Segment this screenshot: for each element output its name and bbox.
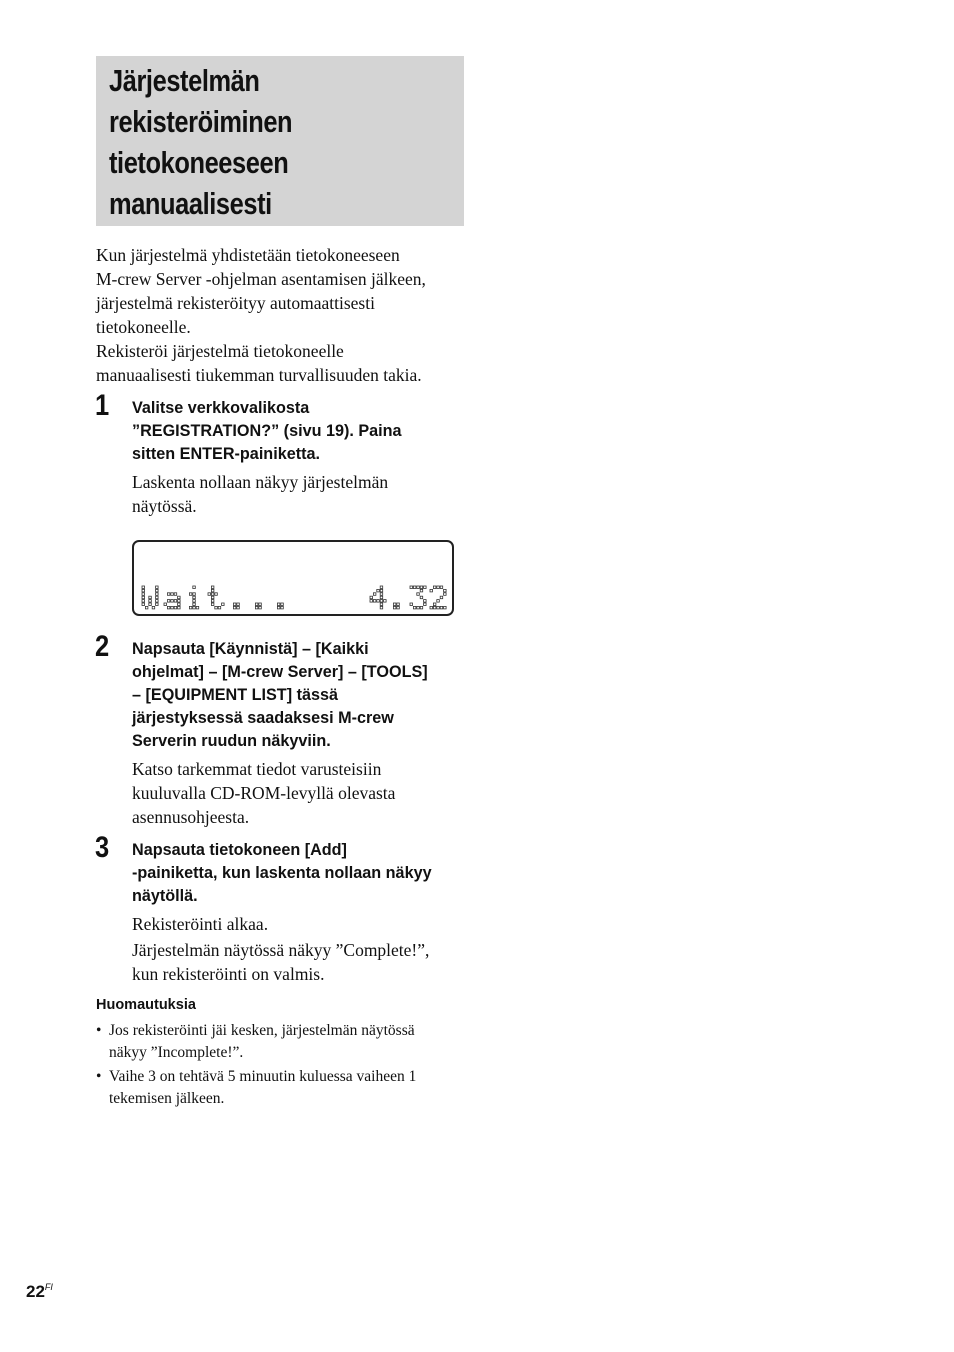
step-3-body — [132, 912, 472, 986]
lcd-char — [277, 603, 283, 609]
intro-line: Kun järjestelmä yhdistetään tietokoneeseen — [96, 245, 400, 265]
step-body-line: näytössä. — [132, 496, 197, 516]
step-heading-line: ”REGISTRATION?” (sivu 19). Paina — [132, 422, 402, 440]
intro-line: tietokoneelle. — [96, 317, 191, 337]
lcd-char — [233, 603, 239, 609]
step-body-line: Katso tarkemmat tiedot varusteisiin — [132, 759, 382, 779]
lcd-char — [370, 586, 386, 609]
section-title-line: tietokoneeseen — [109, 145, 289, 180]
section-title-line: Järjestelmän — [109, 63, 260, 98]
lcd-left-text — [142, 586, 283, 609]
page-language-code: FI — [44, 1282, 53, 1292]
step-heading-line: Napsauta tietokoneen [Add] — [132, 841, 347, 859]
step-heading-line: Napsauta [Käynnistä] – [Kaikki — [132, 640, 369, 658]
lcd-char — [393, 603, 399, 609]
step-heading-line: -painiketta, kun laskenta nollaan näkyy — [132, 864, 432, 882]
step-1-number: 1 — [95, 389, 110, 422]
note-line: näkyy ”Incomplete!”. — [109, 1044, 244, 1061]
bullet-icon: • — [96, 1022, 102, 1039]
notes-title: Huomautuksia — [96, 997, 196, 1013]
step-heading-line: näytöllä. — [132, 887, 198, 905]
step-heading-line: – [EQUIPMENT LIST] tässä — [132, 686, 338, 704]
intro-line: Rekisteröi järjestelmä tietokoneelle — [96, 341, 344, 361]
step-body-line: Rekisteröinti alkaa. — [132, 914, 269, 934]
step-body-line: Järjestelmän näytössä näkyy ”Complete!”, — [132, 940, 430, 960]
note-item — [96, 1066, 476, 1110]
step-3-heading — [132, 839, 472, 908]
lcd-char — [142, 586, 158, 609]
intro-line: M-crew Server -ohjelman asentamisen jälkeen, — [96, 269, 426, 289]
step-heading-line: järjestyksessä saadaksesi M-crew — [132, 709, 394, 727]
section-title-box — [96, 56, 464, 226]
page-number — [26, 1282, 53, 1302]
lcd-dot-matrix — [134, 542, 452, 614]
page-number-value: 22 — [26, 1282, 45, 1301]
intro-paragraph — [96, 243, 476, 387]
step-heading-line: Valitse verkkovalikosta — [132, 399, 310, 417]
lcd-char — [189, 586, 198, 609]
step-2-number: 2 — [95, 630, 110, 663]
intro-line: manuaalisesti tiukemman turvallisuuden takia. — [96, 365, 422, 385]
lcd-char — [430, 586, 446, 609]
step-body-line: kuuluvalla CD-ROM-levyllä olevasta — [132, 783, 396, 803]
lcd-char — [255, 603, 261, 609]
step-body-line: kun rekisteröinti on valmis. — [132, 964, 325, 984]
lcd-char — [208, 586, 224, 609]
step-body-line: Laskenta nollaan näkyy järjestelmän — [132, 472, 389, 492]
note-item — [96, 1020, 476, 1064]
step-2-body — [132, 757, 472, 829]
lcd-display — [132, 540, 454, 616]
step-2-heading — [132, 638, 472, 753]
note-line: Vaihe 3 on tehtävä 5 minuutin kuluessa vaiheen 1 — [109, 1068, 417, 1085]
section-title-line: manuaalisesti — [109, 186, 272, 221]
step-heading-line: ohjelmat] – [M-crew Server] – [TOOLS] — [132, 663, 428, 681]
note-line: Jos rekisteröinti jäi kesken, järjestelmän näytössä — [109, 1022, 415, 1039]
bullet-icon: • — [96, 1068, 102, 1085]
note-line: tekemisen jälkeen. — [109, 1090, 225, 1107]
step-1-body — [132, 470, 472, 518]
step-3-number: 3 — [95, 831, 110, 864]
lcd-right-text — [370, 586, 446, 609]
lcd-char — [164, 593, 180, 609]
lcd-char — [410, 586, 426, 609]
step-heading-line: Serverin ruudun näkyviin. — [132, 732, 331, 750]
step-1-heading — [132, 397, 472, 466]
section-title-line: rekisteröiminen — [109, 104, 293, 139]
step-heading-line: sitten ENTER-painiketta. — [132, 445, 320, 463]
step-body-line: asennusohjeesta. — [132, 807, 250, 827]
intro-line: järjestelmä rekisteröityy automaattisesti — [96, 293, 375, 313]
